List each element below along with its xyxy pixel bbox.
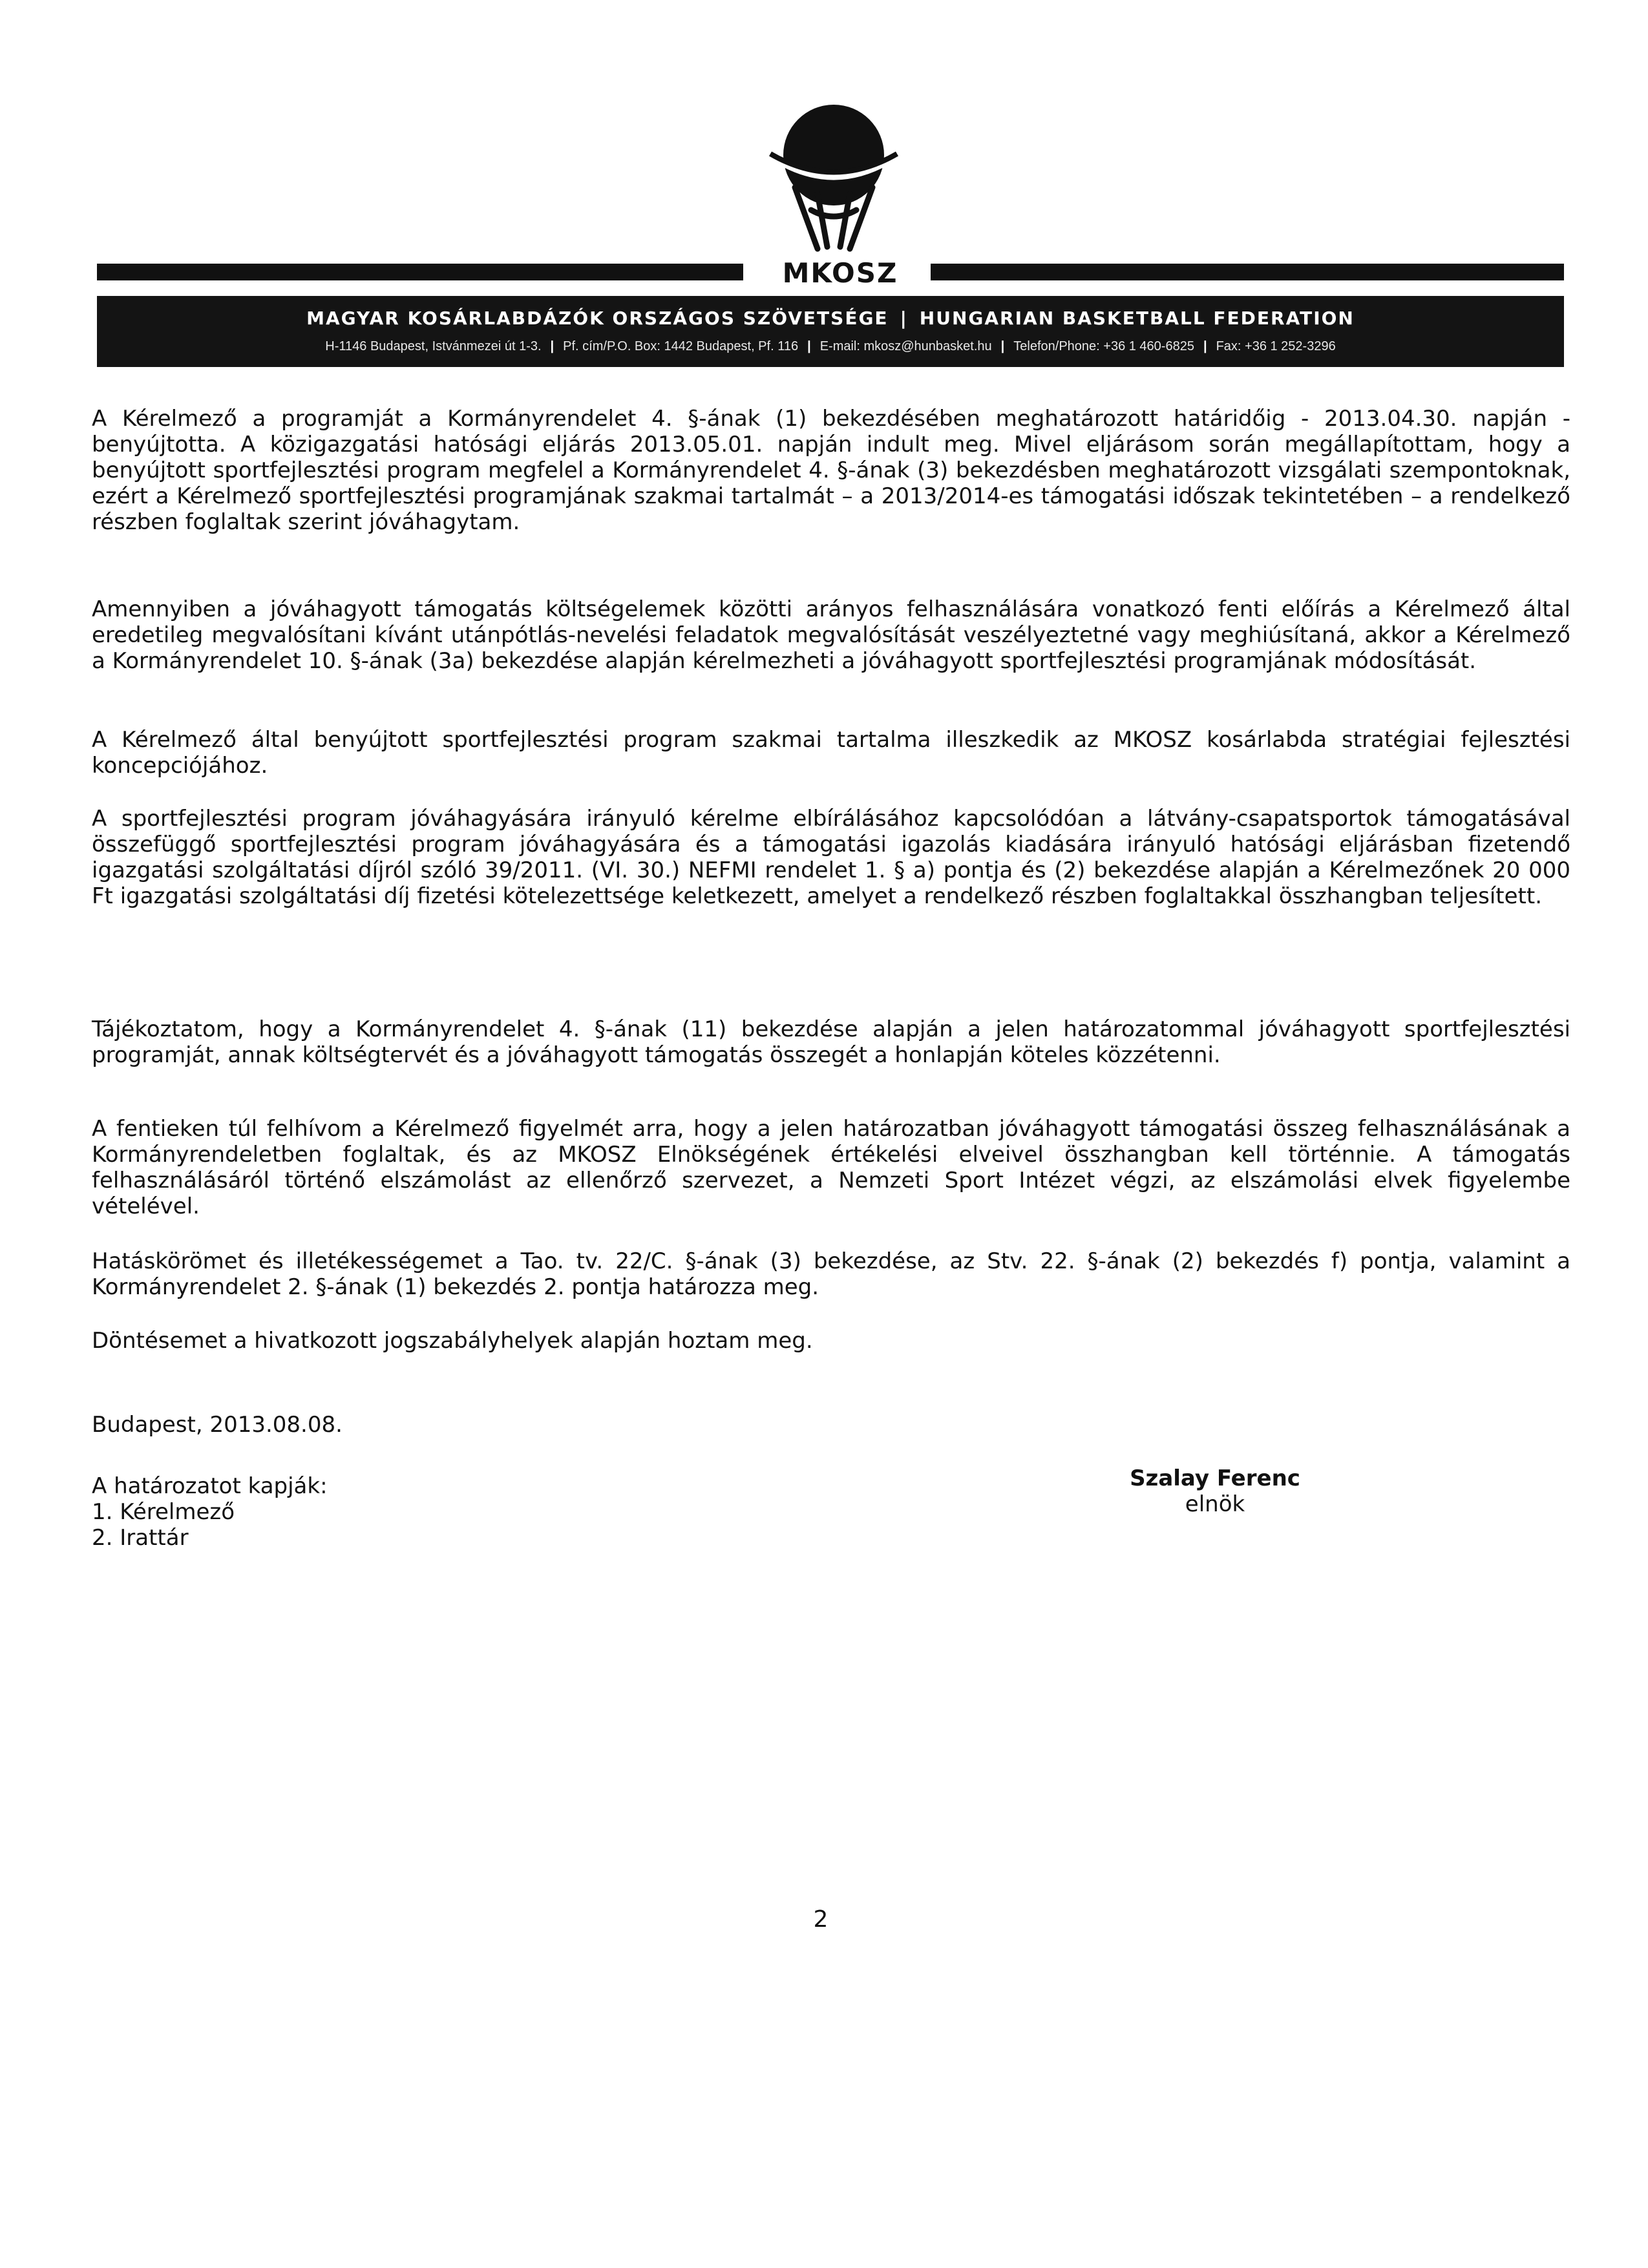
- paragraph-accounting: A fentieken túl felhívom a Kérelmező figyelmét arra, hogy a jelen határozatban jóváhagyott támogatási összeg felhasználásának a Kormányrendeletben foglaltak, és az MKOSZ Elnökségének értékelési elveivel összhangban kell történnie. A támogatás felhasználásáról történő elszámolást az ellenőrző szervezet, a Nemzeti Sport Intézet végzi, az elszámolási elvek figyelembe vételével.: [92, 1116, 1570, 1219]
- contact-email: E-mail: mkosz@hunbasket.hu: [819, 339, 992, 353]
- brand-name: MKOSZ: [782, 257, 898, 289]
- recipients-label: A határozatot kapják:: [92, 1473, 328, 1499]
- paragraph-modification: Amennyiben a jóváhagyott támogatás költségelemek közötti arányos felhasználására vonatkozó fenti előírás a Kérelmező által eredetileg megvalósítani kívánt utánpótlás-nevelési feladatok megvalósítását veszélyeztetné vagy meghiúsítaná, akkor a Kérelmező a Kormányrendelet 10. §-ának (3a) bekezdése alapján kérelmezheti a jóváhagyott sportfejlesztési programjának módosítását.: [92, 596, 1570, 674]
- paragraph-approval: A Kérelmező a programját a Kormányrendelet 4. §-ának (1) bekezdésében meghatározott határidőig - 2013.04.30. napján - benyújtotta. A közigazgatási hatósági eljárás 2013.05.01. napján indult meg. Mivel eljárásom során megállapítottam, hogy a benyújtott sportfejlesztési program megfelel a Kormányrendelet 4. §-ának (3) bekezdésben meghatározott vizsgálati szempontoknak, ezért a Kérelmező sportfejlesztési programjának szakmai tartalmát – a 2013/2014-es támogatási időszak tekintetében – a rendelkező részben foglaltak szerint jóváhagytam.: [92, 406, 1570, 535]
- federation-title: MAGYAR KOSÁRLABDÁZÓK ORSZÁGOS SZÖVETSÉGE | HUNGARIAN BASKETBALL FEDERATION: [306, 308, 1355, 329]
- paragraph-decision: Döntésemet a hivatkozott jogszabályhelyek alapján hoztam meg.: [92, 1328, 813, 1354]
- rule-right: [931, 264, 1564, 280]
- signer-title: elnök: [1185, 1491, 1245, 1517]
- recipients-block: [92, 1473, 328, 1551]
- page-number: 2: [813, 1906, 829, 1933]
- letterhead-banner: [97, 296, 1564, 367]
- paragraph-competence: Hatáskörömet és illetékességemet a Tao. tv. 22/C. §-ának (3) bekezdése, az Stv. 22. §-ának (2) bekezdés f) pontja, valamint a Kormányrendelet 2. §-ának (1) bekezdés 2. pontja határozza meg.: [92, 1248, 1570, 1300]
- place-date: Budapest, 2013.08.08.: [92, 1412, 343, 1438]
- paragraph-strategy: A Kérelmező által benyújtott sportfejlesztési program szakmai tartalma illeszkedik az MKOSZ kosárlabda stratégiai fejlesztési koncepciójához.: [92, 727, 1570, 779]
- title-english: HUNGARIAN BASKETBALL FEDERATION: [919, 308, 1355, 329]
- brand-rule: [97, 257, 1564, 289]
- title-hungarian: MAGYAR KOSÁRLABDÁZÓK ORSZÁGOS SZÖVETSÉGE: [306, 308, 889, 329]
- contact-fax: Fax: +36 1 252-3296: [1216, 339, 1336, 353]
- rule-left: [97, 264, 743, 280]
- recipient-item: 2. Irattár: [92, 1525, 189, 1551]
- signer-name: Szalay Ferenc: [1130, 1465, 1300, 1491]
- contact-address: H-1146 Budapest, Istvánmezei út 1-3.: [325, 339, 542, 353]
- mkosz-basketball-logo: [756, 97, 911, 255]
- signature-block: [1034, 1465, 1396, 1517]
- contact-line: H-1146 Budapest, Istvánmezei út 1-3. | Pf. cím/P.O. Box: 1442 Budapest, Pf. 116 | E-mail: mkosz@hunbasket.hu | Telefon/Phone: +36 1 460-6825 | Fax: +36 1 252-3296: [325, 339, 1336, 353]
- paragraph-publication: Tájékoztatom, hogy a Kormányrendelet 4. §-ának (11) bekezdése alapján a jelen határozatommal jóváhagyott sportfejlesztési programját, annak költségtervét és a jóváhagyott támogatás összegét a honlapján köteles közzétenni.: [92, 1016, 1570, 1068]
- recipient-item: 1. Kérelmező: [92, 1499, 235, 1525]
- contact-phone: Telefon/Phone: +36 1 460-6825: [1013, 339, 1194, 353]
- paragraph-fee: A sportfejlesztési program jóváhagyására irányuló kérelme elbírálásához kapcsolódóan a látvány-csapatsportok támogatásával összefüggő sportfejlesztési program jóváhagyására és a támogatási igazolás kiadására irányuló hatósági eljárásban fizetendő igazgatási szolgáltatási díjról szóló 39/2011. (VI. 30.) NEFMI rendelet 1. § a) pontja és (2) bekezdése alapján a Kérelmezőnek 20 000 Ft igazgatási szolgáltatási díj fizetési kötelezettsége keletkezett, amelyet a rendelkező részben foglaltakkal összhangban teljesített.: [92, 806, 1570, 909]
- contact-pobox: Pf. cím/P.O. Box: 1442 Budapest, Pf. 116: [563, 339, 799, 353]
